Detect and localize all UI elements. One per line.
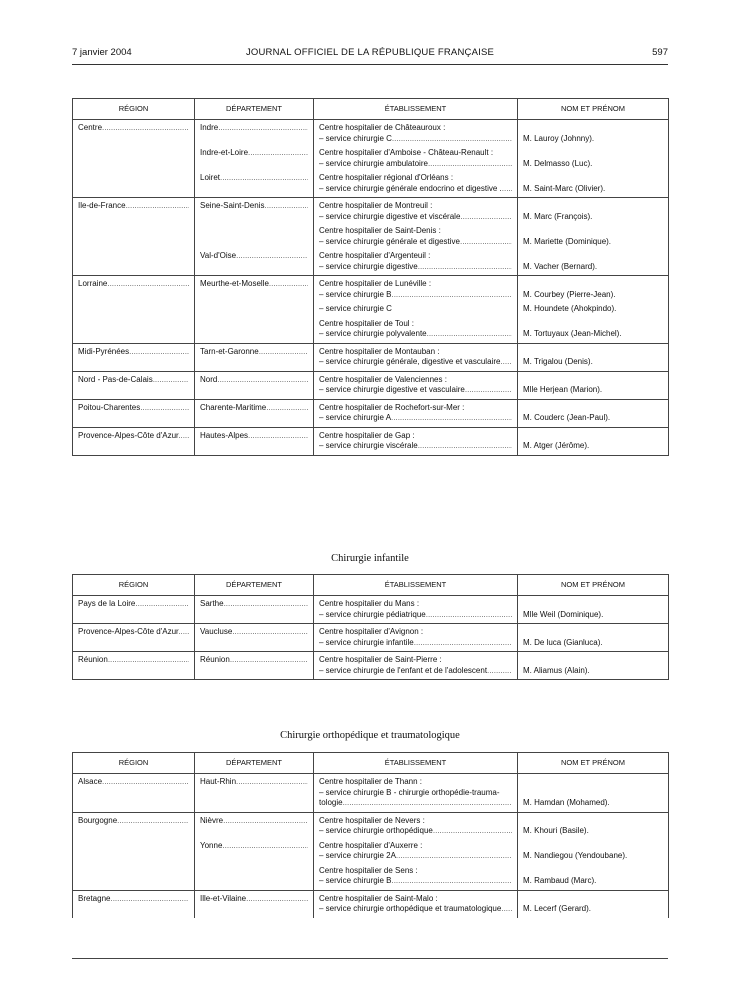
col-header-etablissement: ÉTABLISSEMENT [314, 99, 518, 120]
nom-cell [518, 120, 669, 148]
table-chirurgie-infantile [72, 574, 669, 680]
nom-prenom: Mlle Herjean (Marion). [523, 385, 603, 394]
table-row [73, 147, 669, 172]
departement-cell [195, 276, 314, 304]
etablissement-cell [314, 596, 518, 624]
etablissement-line [319, 777, 512, 788]
col-header-region: RÉGION [73, 99, 195, 120]
etablissement-cell [314, 276, 518, 304]
table-row [73, 318, 669, 344]
departement-name [200, 123, 308, 134]
nom-cell [518, 343, 669, 371]
departement-cell [195, 147, 314, 172]
etablissement-line [319, 375, 512, 386]
etablissement-cell [314, 172, 518, 198]
region-text: Provence-Alpes-Côte d'Azur ..... [78, 627, 189, 638]
nom-cell [518, 652, 669, 680]
etablissement-line [319, 148, 512, 159]
etablissement-line [319, 304, 512, 315]
nom-cell [518, 172, 669, 198]
region-name [78, 347, 189, 358]
nom-prenom: M. Atger (Jérôme). [523, 441, 590, 450]
etablissement-line [319, 826, 512, 837]
table-row [73, 865, 669, 891]
etablissement-line [319, 279, 512, 290]
etablissement-line [319, 134, 512, 145]
etablissement-text: – service chirurgie ambulatoire ..... [319, 159, 512, 170]
etablissement-text: Centre hospitalier du Mans : [319, 599, 420, 608]
departement-cell [195, 225, 314, 250]
nom-cell [518, 276, 669, 304]
region-name [78, 123, 189, 134]
region-cell [73, 596, 195, 624]
departement-name [200, 403, 308, 414]
region-cell [73, 147, 195, 172]
region-text: Centre ..... [78, 123, 189, 134]
col-header-nom: NOM ET PRÉNOM [518, 753, 669, 774]
etablissement-text: Centre hospitalier de Châteauroux : [319, 123, 446, 132]
departement-name [200, 627, 308, 638]
etablissement-line [319, 226, 512, 237]
nom-cell [518, 250, 669, 276]
nom-cell [518, 774, 669, 813]
table-row [73, 840, 669, 865]
etablissement-text: Centre hospitalier régional d'Orléans : [319, 173, 454, 182]
etablissement-text: – service chirurgie orthopédique ..... [319, 826, 512, 837]
region-name [78, 375, 189, 386]
table-chirurgie-orthopedique [72, 752, 669, 918]
nom-prenom: M. Vacher (Bernard). [523, 261, 598, 271]
etablissement-text: – service chirurgie B ..... [319, 290, 512, 301]
region-text: Ile-de-France ..... [78, 201, 189, 212]
departement-cell [195, 172, 314, 198]
etablissement-text: – service chirurgie pédiatrique ..... [319, 610, 512, 621]
departement-name [200, 431, 308, 442]
table-header-row [73, 575, 669, 596]
etablissement-cell [314, 318, 518, 344]
region-name [78, 201, 189, 212]
departement-cell [195, 399, 314, 427]
departement-text: Charente-Maritime ..... [200, 403, 308, 414]
nom-prenom: M. Aliamus (Alain). [523, 665, 590, 675]
region-text: Provence-Alpes-Côte d'Azur ..... [78, 431, 189, 442]
etablissement-text: Centre hospitalier de Nevers : [319, 815, 425, 825]
etablissement-cell [314, 303, 518, 318]
header-date: 7 janvier 2004 [72, 47, 132, 58]
etablissement-line [319, 610, 512, 621]
etablissement-line [319, 329, 512, 340]
etablissement-line [319, 841, 512, 852]
departement-cell [195, 303, 314, 318]
header-rule [72, 64, 668, 65]
departement-cell [195, 774, 314, 813]
departement-text: Sarthe ..... [200, 599, 308, 610]
etablissement-cell [314, 865, 518, 891]
etablissement-cell [314, 652, 518, 680]
nom-prenom: M. Couderc (Jean-Paul). [523, 413, 611, 422]
region-name [78, 279, 189, 290]
region-cell [73, 840, 195, 865]
departement-cell [195, 198, 314, 226]
etablissement-text: Centre hospitalier de Saint-Malo : [319, 893, 438, 903]
etablissement-text: – service chirurgie générale et digestive ..... [319, 237, 512, 248]
departement-text: Indre ..... [200, 123, 308, 134]
etablissement-cell [314, 840, 518, 865]
etablissement-text: Centre hospitalier de Montreuil : [319, 201, 433, 210]
etablissement-cell [314, 147, 518, 172]
etablissement-line [319, 123, 512, 134]
table-row [73, 225, 669, 250]
nom-prenom: M. Nandiegou (Yendoubane). [523, 851, 628, 860]
nom-prenom: M. Lecerf (Gerard). [523, 904, 592, 913]
region-name [78, 627, 189, 638]
nom-cell [518, 624, 669, 652]
table-row [73, 276, 669, 304]
etablissement-text: Centre hospitalier de Thann : [319, 777, 423, 786]
etablissement-text: – service chirurgie C ..... [319, 134, 512, 145]
etablissement-cell [314, 343, 518, 371]
nom-cell [518, 225, 669, 250]
departement-name [200, 201, 308, 212]
etablissement-text: – service chirurgie orthopédique et traumatologique ..... [319, 904, 512, 915]
departement-cell [195, 596, 314, 624]
departement-text: Meurthe-et-Moselle ..... [200, 279, 308, 290]
nom-prenom: M. Delmasso (Luc). [523, 158, 593, 168]
departement-cell [195, 890, 314, 918]
etablissement-line [319, 237, 512, 248]
departement-text: Indre-et-Loire ..... [200, 148, 308, 159]
nom-prenom: M. Rambaud (Marc). [523, 876, 597, 885]
etablissement-cell [314, 399, 518, 427]
nom-cell [518, 890, 669, 918]
departement-cell [195, 624, 314, 652]
nom-prenom: Mlle Weil (Dominique). [523, 609, 604, 619]
region-cell [73, 399, 195, 427]
nom-cell [518, 865, 669, 891]
region-text: Alsace ..... [78, 777, 189, 788]
etablissement-line [319, 441, 512, 452]
etablissement-line [319, 251, 512, 262]
table-row [73, 812, 669, 840]
etablissement-line [319, 816, 512, 827]
departement-cell [195, 427, 314, 455]
departement-name [200, 347, 308, 358]
etablissement-line [319, 159, 512, 170]
table-row [73, 774, 669, 813]
etablissement-text: Centre hospitalier d'Auxerre : [319, 840, 423, 850]
etablissement-cell [314, 120, 518, 148]
etablissement-line [319, 319, 512, 330]
region-cell [73, 774, 195, 813]
departement-text: Yonne ..... [200, 841, 308, 852]
departement-cell [195, 371, 314, 399]
departement-name [200, 279, 308, 290]
table-chirurgie-generale [72, 98, 669, 456]
region-cell [73, 652, 195, 680]
table-header-row [73, 99, 669, 120]
nom-cell [518, 427, 669, 455]
nom-prenom: M. Houndete (Ahokpindo). [523, 304, 617, 313]
etablissement-text: – service chirurgie viscérale ..... [319, 441, 512, 452]
etablissement-line [319, 788, 512, 799]
departement-text: Nièvre ..... [200, 816, 308, 827]
table-row [73, 890, 669, 918]
departement-name [200, 251, 308, 262]
etablissement-cell [314, 427, 518, 455]
region-text: Pays de la Loire ..... [78, 599, 189, 610]
region-name [78, 403, 189, 414]
etablissement-cell [314, 250, 518, 276]
table-row [73, 343, 669, 371]
etablissement-text: Centre hospitalier d'Argenteuil : [319, 251, 431, 260]
etablissement-text: – service chirurgie C [319, 304, 392, 313]
table-row [73, 303, 669, 318]
page-number: 597 [652, 47, 668, 58]
etablissement-cell [314, 225, 518, 250]
region-cell [73, 276, 195, 304]
region-cell [73, 865, 195, 891]
departement-text: Ille-et-Vilaine ..... [200, 894, 308, 905]
etablissement-text: tologie ..... [319, 798, 512, 809]
departement-text: Loiret ..... [200, 173, 308, 184]
etablissement-line [319, 638, 512, 649]
etablissement-cell [314, 774, 518, 813]
nom-prenom: M. Marc (François). [523, 211, 593, 221]
nom-cell [518, 812, 669, 840]
table-row [73, 596, 669, 624]
etablissement-line [319, 173, 512, 184]
etablissement-text: – service chirurgie digestive ..... [319, 262, 512, 273]
etablissement-line [319, 798, 512, 809]
col-header-nom: NOM ET PRÉNOM [518, 99, 669, 120]
nom-cell [518, 399, 669, 427]
table-row [73, 250, 669, 276]
departement-name [200, 777, 308, 788]
etablissement-line [319, 201, 512, 212]
departement-cell [195, 318, 314, 344]
nom-prenom: M. Lauroy (Johnny). [523, 133, 595, 143]
region-cell [73, 318, 195, 344]
nom-prenom: M. Courbey (Pierre-Jean). [523, 289, 616, 299]
etablissement-line [319, 357, 512, 368]
region-cell [73, 624, 195, 652]
table-row [73, 172, 669, 198]
table-row [73, 399, 669, 427]
etablissement-cell [314, 812, 518, 840]
etablissement-line [319, 904, 512, 915]
region-text: Poitou-Charentes ..... [78, 403, 189, 414]
col-header-nom: NOM ET PRÉNOM [518, 575, 669, 596]
etablissement-line [319, 262, 512, 273]
col-header-departement: DÉPARTEMENT [195, 753, 314, 774]
etablissement-line [319, 866, 512, 877]
etablissement-text: Centre hospitalier de Toul : [319, 318, 415, 328]
region-name [78, 431, 189, 442]
etablissement-line [319, 184, 512, 195]
region-cell [73, 371, 195, 399]
nom-cell [518, 840, 669, 865]
region-cell [73, 198, 195, 226]
col-header-etablissement: ÉTABLISSEMENT [314, 753, 518, 774]
etablissement-line [319, 212, 512, 223]
etablissement-text: Centre hospitalier d'Avignon : [319, 627, 424, 636]
etablissement-text: – service chirurgie générale endocrino et digestive . ..... [319, 184, 512, 195]
table-row [73, 624, 669, 652]
continuation-rule [72, 958, 668, 959]
table-header-row [73, 753, 669, 774]
etablissement-text: Centre hospitalier de Valenciennes : [319, 374, 447, 384]
etablissement-text: – service chirurgie A ..... [319, 413, 512, 424]
section-title-orthopedique: Chirurgie orthopédique et traumatologique [280, 730, 460, 741]
region-text: Nord - Pas-de-Calais ..... [78, 375, 189, 386]
region-name [78, 655, 189, 666]
etablissement-text: – service chirurgie polyvalente ..... [319, 329, 512, 340]
nom-cell [518, 303, 669, 318]
etablissement-line [319, 347, 512, 358]
region-text: Bretagne ..... [78, 894, 189, 905]
etablissement-line [319, 413, 512, 424]
etablissement-text: Centre hospitalier de Sens : [319, 865, 418, 875]
journal-title: JOURNAL OFFICIEL DE LA RÉPUBLIQUE FRANÇAISE [245, 47, 495, 58]
etablissement-cell [314, 624, 518, 652]
etablissement-line [319, 431, 512, 442]
nom-prenom: M. Tortuyaux (Jean-Michel). [523, 329, 622, 338]
section-title-infantile: Chirurgie infantile [331, 553, 409, 564]
col-header-region: RÉGION [73, 753, 195, 774]
page-header [72, 47, 668, 63]
departement-text: Hautes-Alpes ..... [200, 431, 308, 442]
region-cell [73, 427, 195, 455]
etablissement-text: Centre hospitalier de Montauban : [319, 346, 440, 356]
nom-cell [518, 318, 669, 344]
region-cell [73, 225, 195, 250]
nom-prenom: M. De luca (Gianluca). [523, 637, 603, 647]
region-name [78, 599, 189, 610]
region-text: Réunion ..... [78, 655, 189, 666]
nom-prenom: M. Khouri (Basile). [523, 826, 589, 835]
departement-cell [195, 120, 314, 148]
etablissement-line [319, 655, 512, 666]
etablissement-line [319, 666, 512, 677]
region-cell [73, 172, 195, 198]
nom-prenom: M. Saint-Marc (Olivier). [523, 183, 606, 193]
departement-name [200, 841, 308, 852]
departement-name [200, 894, 308, 905]
etablissement-cell [314, 198, 518, 226]
col-header-departement: DÉPARTEMENT [195, 575, 314, 596]
region-text: Lorraine ..... [78, 279, 189, 290]
departement-name [200, 148, 308, 159]
etablissement-line [319, 290, 512, 301]
col-header-departement: DÉPARTEMENT [195, 99, 314, 120]
departement-cell [195, 250, 314, 276]
region-name [78, 894, 189, 905]
departement-name [200, 173, 308, 184]
departement-cell [195, 865, 314, 891]
etablissement-text: – service chirurgie infantile ..... [319, 638, 512, 649]
etablissement-text: – service chirurgie B ..... [319, 876, 512, 887]
region-cell [73, 812, 195, 840]
table-row [73, 371, 669, 399]
table-row [73, 198, 669, 226]
etablissement-line [319, 876, 512, 887]
region-cell [73, 120, 195, 148]
etablissement-line [319, 851, 512, 862]
etablissement-text: Centre hospitalier de Gap : [319, 430, 415, 440]
departement-name [200, 655, 308, 666]
region-text: Bourgogne ..... [78, 816, 189, 827]
nom-cell [518, 198, 669, 226]
col-header-etablissement: ÉTABLISSEMENT [314, 575, 518, 596]
nom-cell [518, 596, 669, 624]
etablissement-line [319, 599, 512, 610]
departement-text: Vaucluse ..... [200, 627, 308, 638]
departement-text: Val-d'Oise ..... [200, 251, 308, 262]
etablissement-text: – service chirurgie digestive et viscérale ..... [319, 212, 512, 223]
region-name [78, 777, 189, 788]
departement-text: Réunion ..... [200, 655, 308, 666]
etablissement-text: – service chirurgie générale, digestive et vasculaire ..... [319, 357, 512, 368]
table-row [73, 652, 669, 680]
departement-cell [195, 343, 314, 371]
nom-cell [518, 147, 669, 172]
region-cell [73, 250, 195, 276]
table-row [73, 120, 669, 148]
etablissement-cell [314, 371, 518, 399]
departement-cell [195, 840, 314, 865]
departement-name [200, 375, 308, 386]
region-text: Midi-Pyrénées ..... [78, 347, 189, 358]
nom-cell [518, 371, 669, 399]
departement-text: Tarn-et-Garonne ..... [200, 347, 308, 358]
table-row [73, 427, 669, 455]
etablissement-cell [314, 890, 518, 918]
departement-cell [195, 652, 314, 680]
departement-text: Nord ..... [200, 375, 308, 386]
etablissement-line [319, 894, 512, 905]
etablissement-text: Centre hospitalier d'Amboise - Château-Renault : [319, 148, 494, 157]
region-cell [73, 303, 195, 318]
etablissement-text: – service chirurgie digestive et vasculaire ..... [319, 385, 512, 396]
etablissement-text: – service chirurgie B - chirurgie orthopédie-trauma- [319, 787, 500, 797]
region-name [78, 816, 189, 827]
nom-prenom: M. Mariette (Dominique). [523, 236, 612, 246]
etablissement-text: – service chirurgie 2A ..... [319, 851, 512, 862]
region-cell [73, 890, 195, 918]
nom-prenom: M. Trigalou (Denis). [523, 357, 593, 366]
etablissement-text: Centre hospitalier de Saint-Denis : [319, 226, 441, 235]
col-header-region: RÉGION [73, 575, 195, 596]
departement-name [200, 816, 308, 827]
etablissement-text: Centre hospitalier de Saint-Pierre : [319, 655, 442, 664]
departement-cell [195, 812, 314, 840]
etablissement-line [319, 403, 512, 414]
nom-prenom: M. Hamdan (Mohamed). [523, 798, 610, 807]
region-cell [73, 343, 195, 371]
departement-name [200, 599, 308, 610]
departement-text: Haut-Rhin ..... [200, 777, 308, 788]
etablissement-text: Centre hospitalier de Rochefort-sur-Mer : [319, 402, 465, 412]
etablissement-text: Centre hospitalier de Lunéville : [319, 279, 432, 288]
etablissement-line [319, 627, 512, 638]
etablissement-line [319, 385, 512, 396]
departement-text: Seine-Saint-Denis ..... [200, 201, 308, 212]
etablissement-text: – service chirurgie de l'enfant et de l'adolescent ..... [319, 666, 512, 677]
